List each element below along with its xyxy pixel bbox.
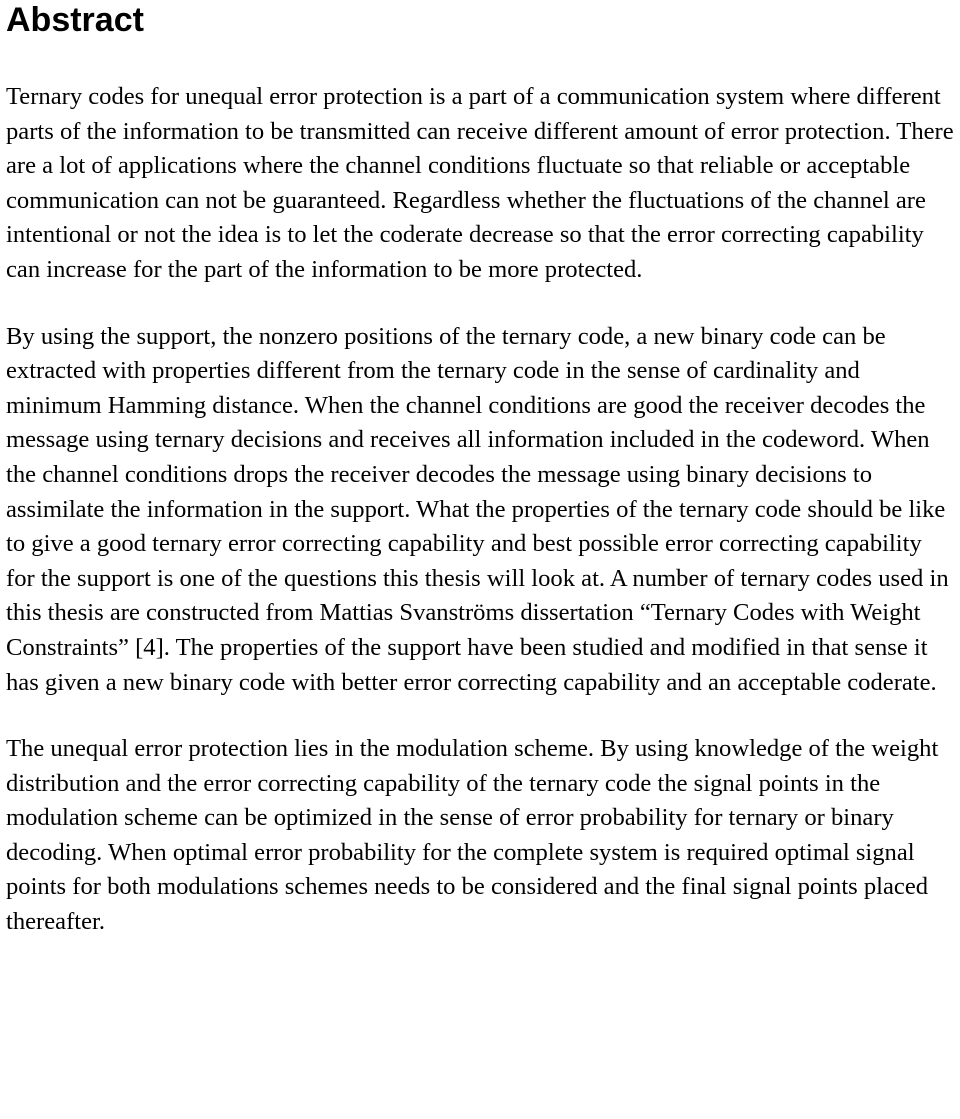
abstract-page	[6, 0, 956, 940]
abstract-paragraph-3: The unequal error protection lies in the modulation scheme. By using knowledge of the weight distribution and the error correcting capability of the ternary code the signal points in the modulation scheme can be optimized in the sense of error probability for ternary or binary decoding. When optimal error probability for the complete system is required optimal signal points for both modulations schemes needs to be considered and the final signal points placed thereafter.	[6, 735, 939, 936]
abstract-paragraph-1: Ternary codes for unequal error protection is a part of a communication system where different parts of the information to be transmitted can receive different amount of error protection. There are a lot of applications where the channel conditions fluctuate so that reliable or acceptable communication can not be guaranteed. Regardless whether the fluctuations of the channel are intentional or not the idea is to let the coderate decrease so that the error correcting capability can increase for the part of the information to be more protected.	[6, 83, 954, 283]
abstract-heading: Abstract	[6, 1, 144, 39]
abstract-paragraph-2: By using the support, the nonzero positions of the ternary code, a new binary code can be extracted with properties different from the ternary code in the sense of cardinality and minimum Hamming distance. When the channel conditions are good the receiver decodes the message using ternary decisions and receives all information included in the codeword. When the channel conditions drops the receiver decodes the message using binary decisions to assimilate the information in the support. What the properties of the ternary code should be like to give a good ternary error correcting capability and best possible error correcting capability for the support is one of the questions this thesis will look at. A number of ternary codes used in this thesis are constructed from Mattias Svanströms dissertation “Ternary Codes with Weight Constraints” [4]. The properties of the support have been studied and modified in that sense it has given a new binary code with better error correcting capability and an acceptable coderate.	[6, 322, 949, 696]
